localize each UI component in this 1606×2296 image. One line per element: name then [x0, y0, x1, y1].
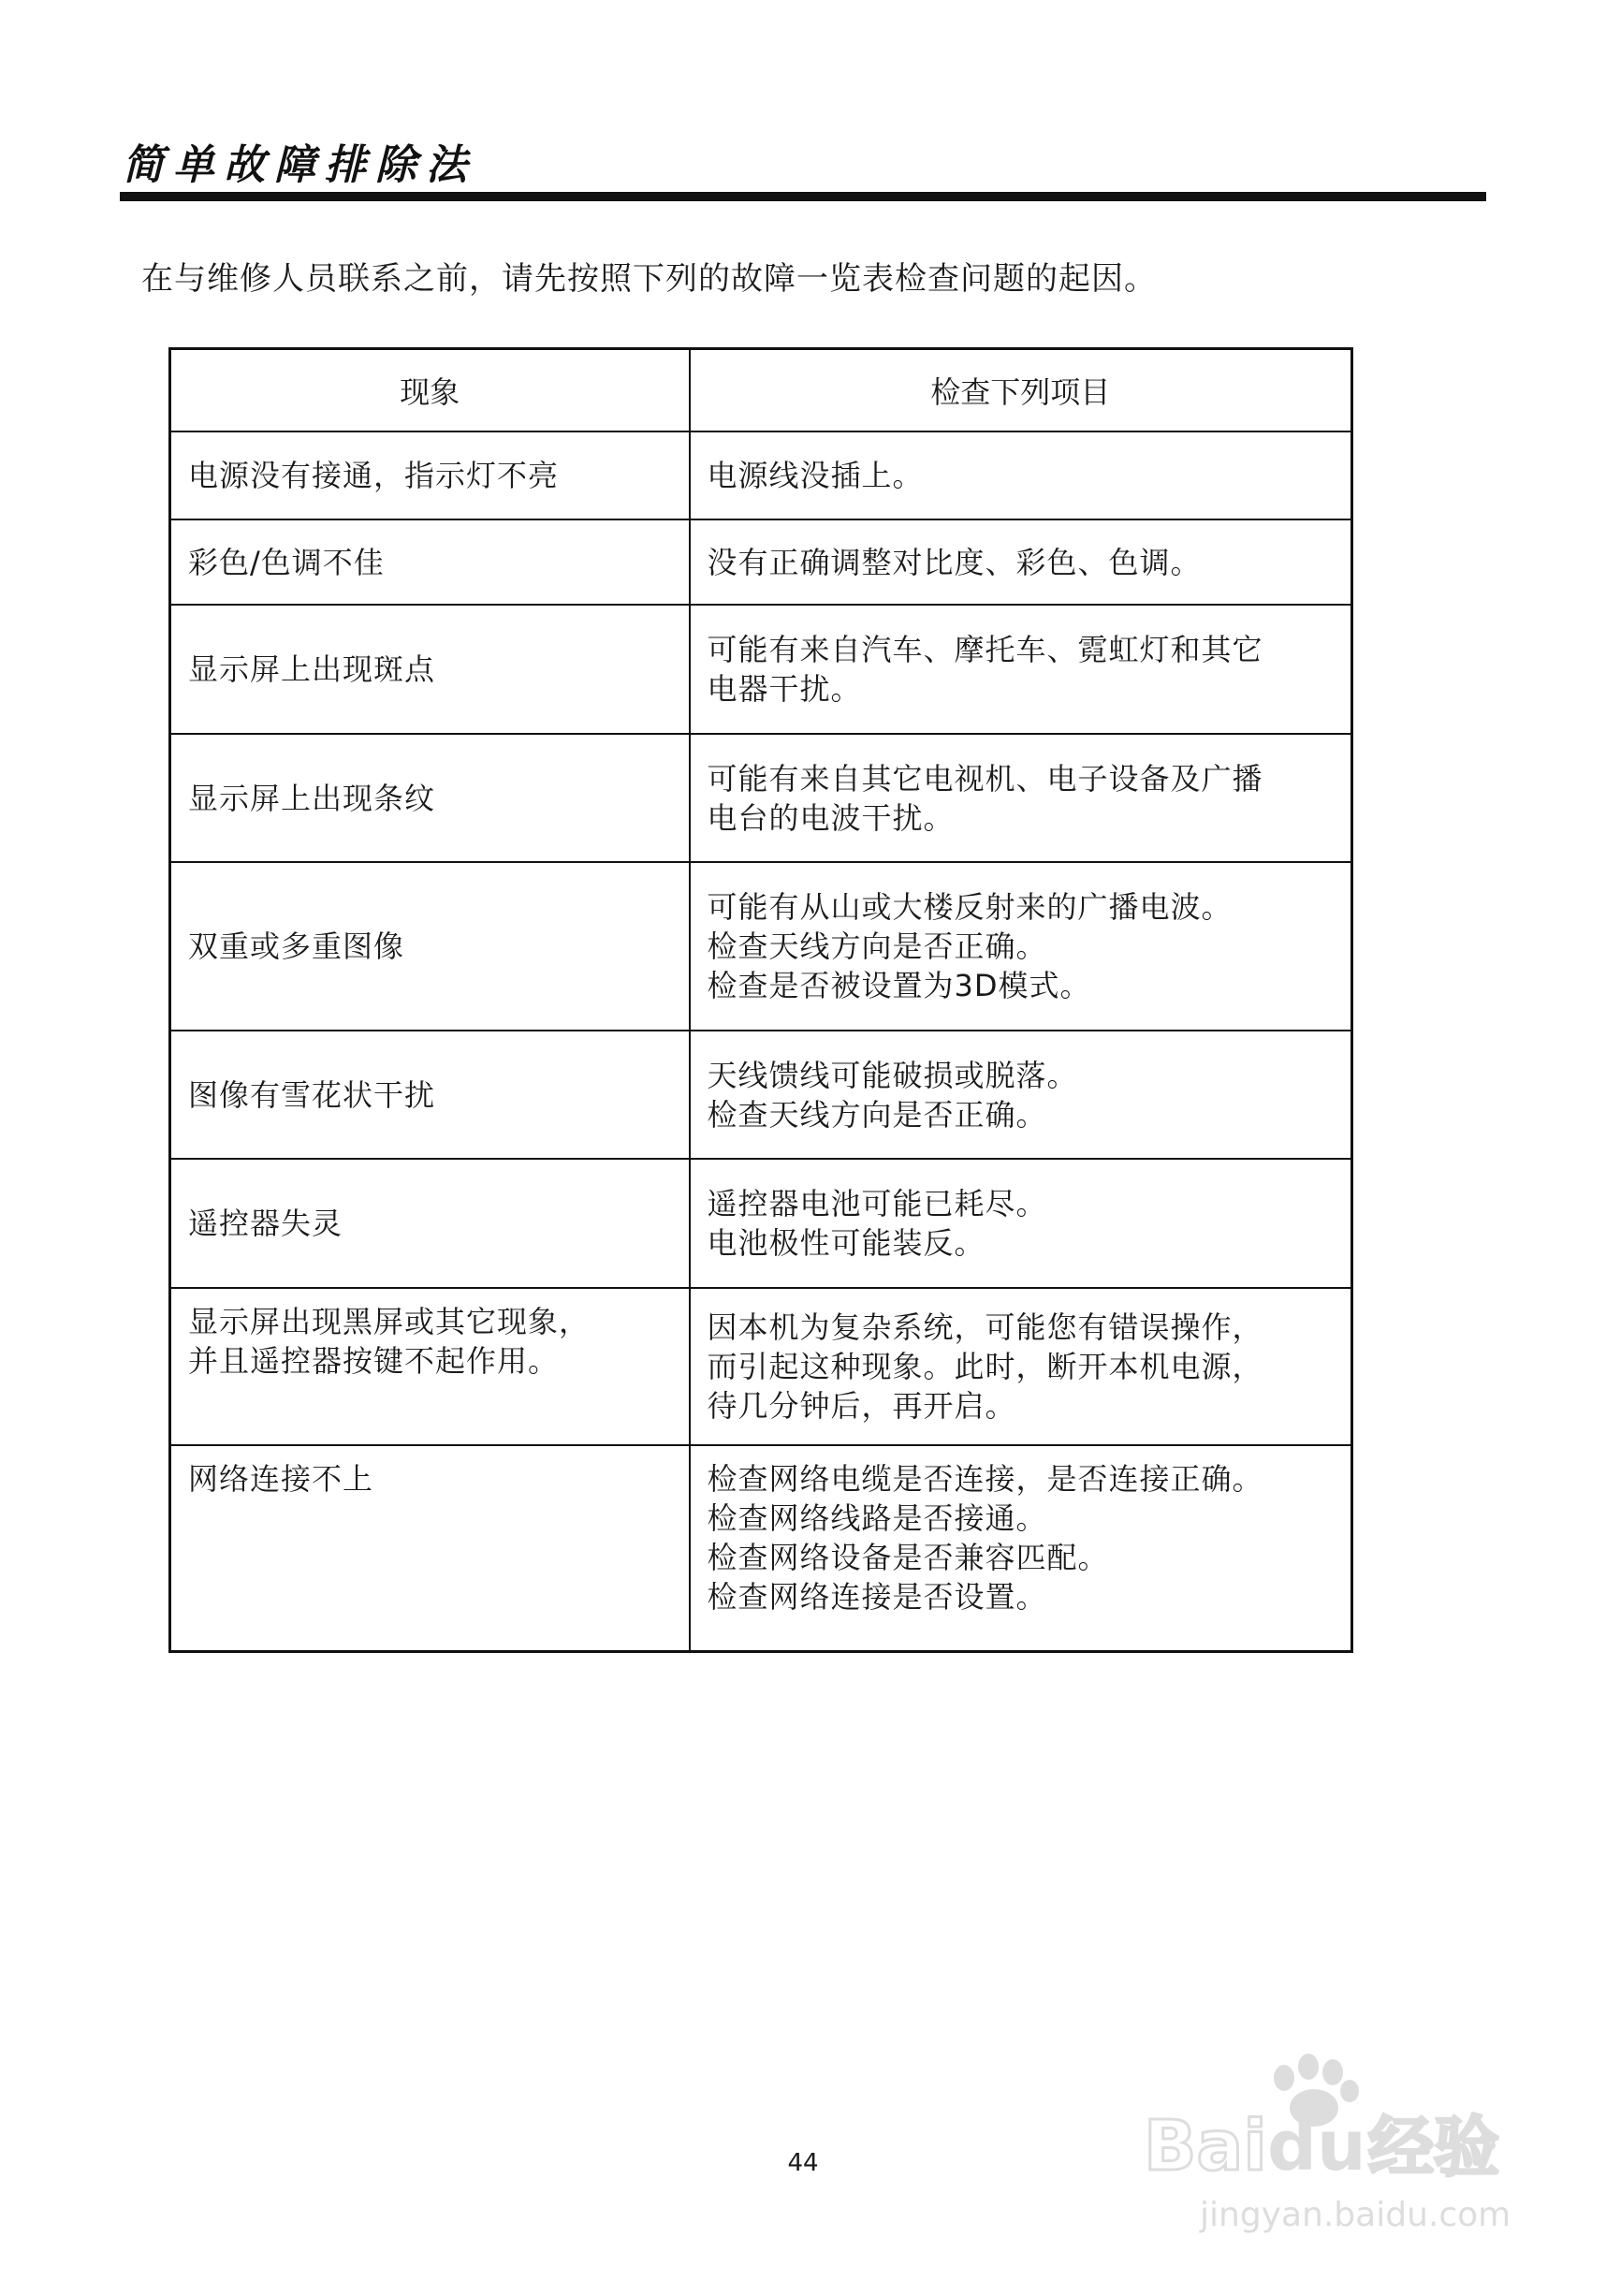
- table-row: [170, 605, 1352, 734]
- symptom-line: 彩色/色调不佳: [188, 544, 385, 580]
- symptom-cell: [170, 431, 690, 519]
- header-check-items: 检查下列项目: [690, 349, 1352, 432]
- header-symptom: 现象: [170, 349, 690, 432]
- table-row: [170, 1031, 1352, 1159]
- symptom-cell: [170, 862, 690, 1031]
- svg-text:Bai: Bai: [1144, 2106, 1267, 2186]
- svg-text:经验: 经验: [1368, 2109, 1499, 2186]
- check-line: 检查网络电缆是否连接，是否连接正确。: [707, 1461, 1263, 1497]
- check-line: 电台的电波干扰。: [707, 799, 955, 836]
- check-line: 电池极性可能装反。: [707, 1225, 986, 1261]
- symptom-cell: [170, 1445, 690, 1651]
- check-line: 因本机为复杂系统，可能您有错误操作，: [707, 1309, 1263, 1345]
- check-line: 可能有从山或大楼反射来的广播电波。: [707, 889, 1233, 925]
- table-row: [170, 862, 1352, 1031]
- symptom-cell: [170, 1031, 690, 1159]
- check-line: 检查网络线路是否接通。: [707, 1500, 1047, 1536]
- symptom-line: 遥控器失灵: [188, 1206, 343, 1241]
- check-line: 没有正确调整对比度、彩色、色调。: [707, 544, 1202, 580]
- symptom-cell: [170, 605, 690, 734]
- symptom-line: 图像有雪花状干扰: [188, 1076, 436, 1113]
- page-number: 44: [787, 2149, 819, 2177]
- symptom-line: 显示屏上出现斑点: [188, 651, 436, 687]
- table-row: [170, 1445, 1352, 1651]
- symptom-cell: [170, 1159, 690, 1288]
- symptom-line: 显示屏出现黑屏或其它现象，: [188, 1304, 591, 1339]
- check-cell: [690, 605, 1352, 734]
- check-line: 检查是否被设置为3D模式。: [707, 968, 1091, 1003]
- troubleshooting-table: [168, 347, 1353, 1653]
- symptom-cell: [170, 519, 690, 605]
- table-header-row: [170, 349, 1352, 432]
- table-row: [170, 519, 1352, 605]
- check-cell: [690, 1031, 1352, 1159]
- table-row: [170, 1159, 1352, 1288]
- check-cell: [690, 1159, 1352, 1288]
- table-row: [170, 431, 1352, 519]
- intro-text: 在与维修人员联系之前，请先按照下列的故障一览表检查问题的起因。: [141, 260, 1157, 298]
- check-line: 电源线没插上。: [707, 458, 924, 493]
- check-line: 检查网络设备是否兼容匹配。: [707, 1540, 1109, 1575]
- check-line: 待几分钟后，再开启。: [707, 1388, 1016, 1424]
- title-divider: [120, 192, 1486, 201]
- check-cell: [690, 431, 1352, 519]
- page-title: 简单故障排除法: [123, 141, 476, 189]
- check-cell: [690, 734, 1352, 862]
- symptom-cell: [170, 1288, 690, 1445]
- symptom-line: 网络连接不上: [188, 1461, 374, 1497]
- check-line: 电器干扰。: [707, 671, 862, 707]
- baidu-jingyan-watermark-logo: [1144, 2050, 1527, 2246]
- svg-text:jingyan.baidu.com: jingyan.baidu.com: [1200, 2196, 1511, 2234]
- symptom-line: 双重或多重图像: [188, 929, 405, 964]
- check-line: 检查天线方向是否正确。: [707, 1096, 1047, 1133]
- svg-text:du: du: [1267, 2106, 1366, 2186]
- check-line: 检查天线方向是否正确。: [707, 929, 1047, 964]
- symptom-line: 电源没有接通，指示灯不亮: [188, 458, 560, 493]
- symptom-line: 并且遥控器按键不起作用。: [188, 1343, 560, 1379]
- check-cell: [690, 1445, 1352, 1651]
- check-line: 可能有来自汽车、摩托车、霓虹灯和其它: [707, 632, 1263, 667]
- check-line: 检查网络连接是否设置。: [707, 1579, 1047, 1615]
- check-cell: [690, 862, 1352, 1031]
- symptom-cell: [170, 734, 690, 862]
- check-cell: [690, 1288, 1352, 1445]
- check-line: 天线馈线可能破损或脱落。: [707, 1057, 1078, 1093]
- table-row: [170, 734, 1352, 862]
- check-line: 遥控器电池可能已耗尽。: [707, 1186, 1047, 1221]
- table-row: [170, 1288, 1352, 1445]
- check-line: 而引起这种现象。此时，断开本机电源，: [707, 1349, 1263, 1384]
- check-line: 可能有来自其它电视机、电子设备及广播: [707, 760, 1263, 797]
- symptom-line: 显示屏上出现条纹: [188, 780, 436, 816]
- check-cell: [690, 519, 1352, 605]
